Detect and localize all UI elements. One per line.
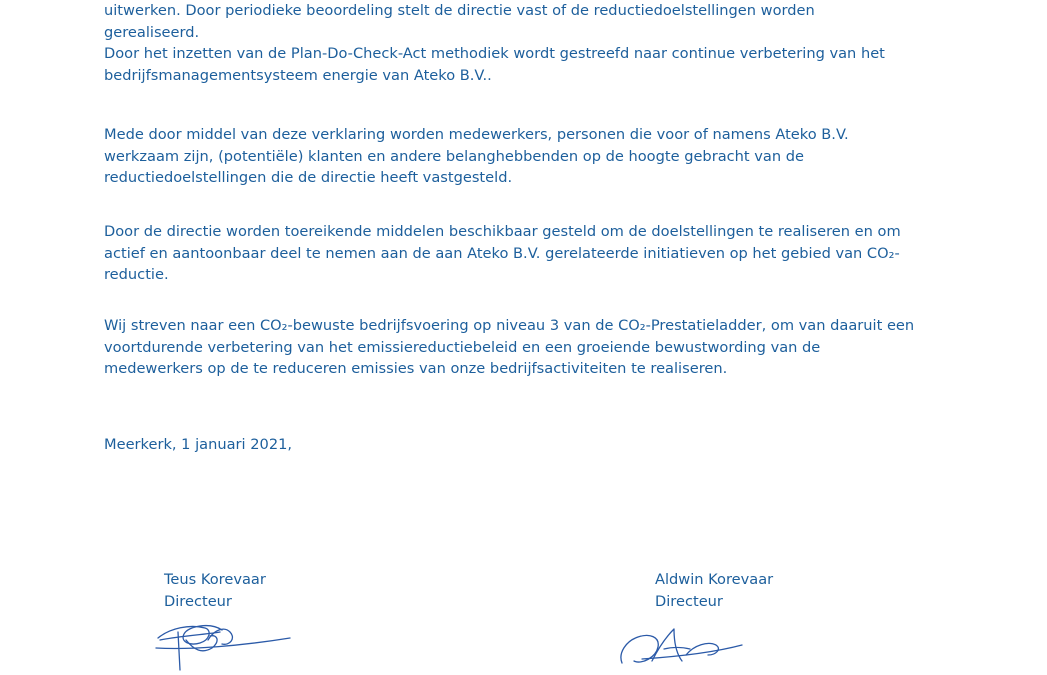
intro-line: uitwerken. Door periodieke beoordeling stelt de directie vast of de reductiedoelstellingen worden (104, 2, 815, 19)
paragraph-line: reductie. (104, 266, 169, 283)
paragraph-line: Mede door middel van deze verklaring worden medewerkers, personen die voor of namens Ateko B.V. (104, 126, 849, 143)
signatory-aldwin (655, 569, 773, 613)
paragraph-line: actief en aantoonbaar deel te nemen aan de aan Ateko B.V. gerelateerde initiatieven op het gebied van CO₂- (104, 244, 900, 262)
signatory-teus (164, 569, 266, 613)
intro-line: Door het inzetten van de Plan-Do-Check-Act methodiek wordt gestreefd naar continue verbetering van het (104, 45, 885, 62)
signatory-title: Directeur (164, 593, 232, 610)
ambition-paragraph (104, 315, 964, 380)
intro-line: bedrijfsmanagementsysteem energie van Ateko B.V.. (104, 66, 492, 84)
paragraph-line: voortdurende verbetering van het emissiereductiebeleid en een groeiende bewustwording van de (104, 338, 821, 356)
signatory-title: Directeur (655, 593, 723, 610)
intro-paragraph (104, 0, 964, 86)
paragraph-line: Door de directie worden toereikende middelen beschikbaar gesteld om de doelstellingen te realiseren en om (104, 223, 901, 240)
handwritten-signature-aldwin-icon (612, 615, 762, 675)
paragraph-line: medewerkers op de te reduceren emissies van onze bedrijfsactiviteiten te realiseren. (104, 360, 728, 377)
paragraph-line: reductiedoelstellingen die de directie heeft vastgesteld. (104, 169, 513, 186)
place-date: Meerkerk, 1 januari 2021, (104, 436, 293, 453)
paragraph-line: Wij streven naar een CO₂-bewuste bedrijfsvoering op niveau 3 van de CO₂-Prestatieladder, om van daaruit een (104, 317, 915, 334)
resources-paragraph (104, 221, 964, 286)
handwritten-signature-teus-icon (150, 610, 300, 675)
statement-paragraph (104, 124, 964, 189)
intro-line: gerealiseerd. (104, 23, 200, 41)
signatory-name: Aldwin Korevaar (655, 571, 774, 588)
paragraph-line: werkzaam zijn, (potentiële) klanten en andere belanghebbenden op de hoogte gebracht van de (104, 147, 804, 165)
signatory-name: Teus Korevaar (164, 571, 266, 588)
